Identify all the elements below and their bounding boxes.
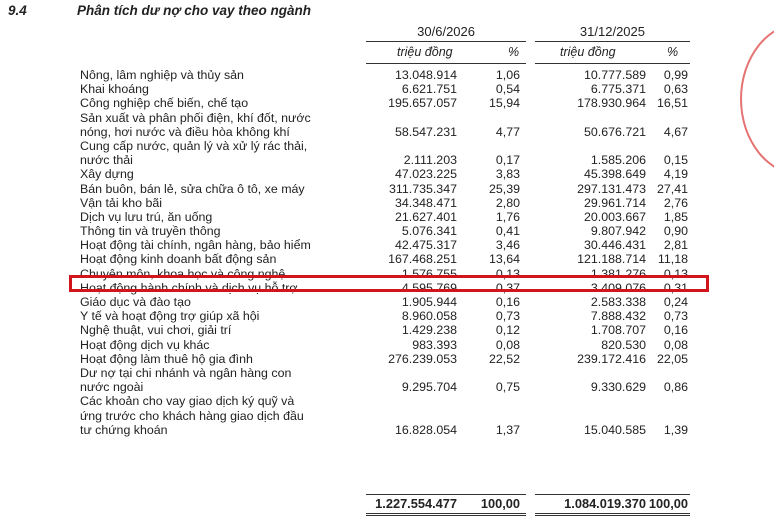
sector-label-line: Dư nợ tại chi nhánh và ngân hàng con xyxy=(80,365,292,380)
sector-table xyxy=(0,68,774,437)
sector-label xyxy=(80,366,350,394)
pct-30-6-2026: 0,73 xyxy=(495,309,520,324)
pct-30-6-2026: 0,08 xyxy=(495,337,520,352)
section-heading: Phân tích dư nợ cho vay theo ngành xyxy=(77,3,311,18)
pct-31-12-2025: 0,13 xyxy=(663,266,688,281)
sector-label-line: ứng trước cho khách hàng giao dịch đầu xyxy=(80,408,304,423)
amount-31-12-2025: 9.807.942 xyxy=(590,224,646,239)
amount-30-6-2026: 5.076.341 xyxy=(401,224,457,239)
total-rule-bottom-1b xyxy=(366,515,526,516)
amount-31-12-2025: 178.930.964 xyxy=(577,96,646,111)
amount-30-6-2026: 21.627.401 xyxy=(394,209,457,224)
table-row xyxy=(0,210,774,224)
total-rule-top-2 xyxy=(535,494,690,495)
table-row xyxy=(0,111,774,139)
amount-30-6-2026: 6.621.751 xyxy=(401,82,457,97)
pct-31-12-2025: 22,05 xyxy=(656,351,688,366)
amount-31-12-2025: 10.777.589 xyxy=(583,68,646,82)
amount-31-12-2025: 6.775.371 xyxy=(590,82,646,97)
amount-30-6-2026: 311.735.347 xyxy=(389,181,457,196)
pct-30-6-2026: 0,12 xyxy=(495,323,520,338)
unit-amount-2: triệu đồng xyxy=(560,45,616,59)
sector-label-line: nước thải xyxy=(80,153,133,168)
table-row xyxy=(0,352,774,366)
pct-31-12-2025: 0,73 xyxy=(663,309,688,324)
sector-label-line: tư chứng khoán xyxy=(80,422,168,437)
table-row xyxy=(0,68,774,82)
sector-label-line: Dịch vụ lưu trú, ăn uống xyxy=(80,209,213,224)
amount-31-12-2025: 297.131.473 xyxy=(577,181,646,196)
sector-label-line: Khai khoáng xyxy=(80,82,149,97)
amount-30-6-2026: 1.429.238 xyxy=(401,323,457,338)
sector-label-line: Nông, lâm nghiệp và thủy sản xyxy=(80,68,244,82)
table-row xyxy=(0,295,774,309)
amount-30-6-2026: 47.023.225 xyxy=(394,167,457,182)
table-row xyxy=(0,238,774,252)
amount-30-6-2026: 8.960.058 xyxy=(401,309,457,324)
sector-label xyxy=(80,394,350,437)
pct-30-6-2026: 0,37 xyxy=(495,280,520,295)
pct-31-12-2025: 1,39 xyxy=(663,422,688,437)
sector-label-line: nước ngoài xyxy=(80,380,144,395)
amount-30-6-2026: 276.239.053 xyxy=(388,351,457,366)
section-title xyxy=(8,3,311,18)
sector-label xyxy=(80,224,350,238)
amount-31-12-2025: 50.676.721 xyxy=(583,124,646,139)
amount-30-6-2026: 16.828.054 xyxy=(394,422,457,437)
sector-label xyxy=(80,323,350,337)
pct-30-6-2026: 3,46 xyxy=(495,238,520,253)
highlight-box xyxy=(69,275,709,292)
amount-31-12-2025: 1.708.707 xyxy=(590,323,646,338)
table-row xyxy=(0,394,774,437)
sector-label xyxy=(80,82,350,96)
sector-label xyxy=(80,167,350,181)
pct-31-12-2025: 11,18 xyxy=(657,252,688,267)
amount-31-12-2025: 9.330.629 xyxy=(590,380,646,395)
pct-30-6-2026: 4,77 xyxy=(495,124,520,139)
table-row xyxy=(0,323,774,337)
pct-30-6-2026: 1,76 xyxy=(495,209,520,224)
pct-31-12-2025: 0,90 xyxy=(663,224,688,239)
sector-label xyxy=(80,238,350,252)
sector-label xyxy=(80,182,350,196)
pct-30-6-2026: 22,52 xyxy=(488,351,520,366)
total-pct-2: 100,00 xyxy=(648,496,688,511)
amount-30-6-2026: 195.657.057 xyxy=(388,96,457,111)
table-row xyxy=(0,182,774,196)
pct-30-6-2026: 1,06 xyxy=(495,68,520,82)
amount-31-12-2025: 7.888.432 xyxy=(590,309,646,324)
sector-label xyxy=(80,210,350,224)
pct-30-6-2026: 1,37 xyxy=(495,422,520,437)
pct-31-12-2025: 0,24 xyxy=(663,295,688,310)
sector-label xyxy=(80,309,350,323)
pct-31-12-2025: 4,67 xyxy=(663,124,688,139)
amount-31-12-2025: 3.409.076 xyxy=(590,280,646,295)
pct-31-12-2025: 0,16 xyxy=(663,323,688,338)
pct-31-12-2025: 0,63 xyxy=(663,82,688,97)
sector-label xyxy=(80,96,350,110)
amount-30-6-2026: 13.048.914 xyxy=(394,68,457,82)
pct-30-6-2026: 0,54 xyxy=(495,82,520,97)
pct-30-6-2026: 0,16 xyxy=(495,295,520,310)
sector-label-line: Công nghiệp chế biến, chế tạo xyxy=(80,96,249,111)
pct-30-6-2026: 13,64 xyxy=(488,252,520,267)
pct-30-6-2026: 0,13 xyxy=(495,266,520,281)
amount-31-12-2025: 239.172.416 xyxy=(577,351,646,366)
sector-label-line: Hoạt động hành chính và dịch vụ hỗ trợ xyxy=(80,280,298,295)
amount-30-6-2026: 167.468.251 xyxy=(388,252,457,267)
table-row xyxy=(0,82,774,96)
sector-label-line: Hoạt động tài chính, ngân hàng, bảo hiểm xyxy=(80,238,311,253)
pct-31-12-2025: 2,81 xyxy=(663,238,688,253)
sector-label-line: Giáo dục và đào tạo xyxy=(80,295,191,310)
sector-label-line: Bán buôn, bán lẻ, sửa chữa ô tô, xe máy xyxy=(80,181,305,196)
amount-30-6-2026: 1.576.755 xyxy=(401,266,457,281)
table-row xyxy=(0,252,774,266)
table-row xyxy=(0,139,774,167)
pct-30-6-2026: 2,80 xyxy=(495,195,520,210)
total-rule-bottom-2 xyxy=(535,513,690,514)
header-rule-1 xyxy=(366,41,526,42)
total-rule-bottom-1 xyxy=(366,513,526,514)
sector-label xyxy=(80,111,350,139)
pct-31-12-2025: 4,19 xyxy=(663,167,688,182)
table-row xyxy=(0,309,774,323)
pct-30-6-2026: 0,17 xyxy=(495,153,520,168)
sector-label-line: Chuyên môn, khoa học và công nghệ xyxy=(80,266,286,281)
pct-30-6-2026: 15,94 xyxy=(488,96,520,111)
pct-31-12-2025: 2,76 xyxy=(663,195,688,210)
amount-31-12-2025: 1.585.206 xyxy=(590,153,646,168)
sector-label-line: Vận tải kho bãi xyxy=(80,195,162,210)
amount-31-12-2025: 1.381.276 xyxy=(590,266,646,281)
sector-label-line: Hoạt động kinh doanh bất động sản xyxy=(80,252,277,267)
pct-30-6-2026: 3,83 xyxy=(495,167,520,182)
total-rule-top-1 xyxy=(366,494,526,495)
unit-rule-2 xyxy=(535,63,690,64)
pct-31-12-2025: 0,15 xyxy=(663,153,688,168)
amount-31-12-2025: 2.583.338 xyxy=(590,295,646,310)
pct-31-12-2025: 27,41 xyxy=(656,181,688,196)
amount-30-6-2026: 4.595.769 xyxy=(401,280,457,295)
sector-label-line: Xây dựng xyxy=(80,167,134,182)
pct-31-12-2025: 1,85 xyxy=(663,209,688,224)
sector-label xyxy=(80,196,350,210)
amount-31-12-2025: 29.961.714 xyxy=(583,195,646,210)
amount-30-6-2026: 2.111.203 xyxy=(403,153,457,168)
pct-31-12-2025: 0,86 xyxy=(663,380,688,395)
sector-label-line: nóng, hơi nước và điều hòa không khí xyxy=(80,124,290,139)
amount-31-12-2025: 20.003.667 xyxy=(583,209,646,224)
amount-30-6-2026: 9.295.704 xyxy=(401,380,457,395)
total-pct-1: 100,00 xyxy=(480,496,520,511)
period-header-1: 30/6/2026 xyxy=(417,24,475,39)
amount-30-6-2026: 1.905.944 xyxy=(401,295,457,310)
table-row xyxy=(0,224,774,238)
unit-amount-1: triệu đồng xyxy=(397,45,453,59)
amount-30-6-2026: 58.547.231 xyxy=(394,124,457,139)
total-amount-2: 1.084.019.370 xyxy=(564,496,646,511)
sector-label-line: Cung cấp nước, quản lý và xử lý rác thải, xyxy=(80,138,308,153)
sector-label-line: Sản xuất và phân phối điện, khí đốt, nước xyxy=(80,110,311,125)
pct-30-6-2026: 25,39 xyxy=(488,181,520,196)
pct-31-12-2025: 0,99 xyxy=(663,68,688,82)
unit-rule-1 xyxy=(366,63,526,64)
unit-pct-1: % xyxy=(508,45,520,59)
amount-31-12-2025: 30.446.431 xyxy=(583,238,646,253)
sector-label-line: Nghệ thuật, vui chơi, giải trí xyxy=(80,323,232,338)
sector-label xyxy=(80,338,350,352)
amount-31-12-2025: 15.040.585 xyxy=(583,422,646,437)
table-row xyxy=(0,196,774,210)
header-rule-2 xyxy=(535,41,690,42)
sector-label-line: Hoạt động dịch vụ khác xyxy=(80,337,210,352)
amount-31-12-2025: 45.398.649 xyxy=(583,167,646,182)
period-header-2: 31/12/2025 xyxy=(579,24,645,39)
pct-31-12-2025: 16,51 xyxy=(656,96,688,111)
sector-label xyxy=(80,352,350,366)
total-rule-bottom-2b xyxy=(535,515,690,516)
sector-label xyxy=(80,68,350,82)
table-row xyxy=(0,167,774,181)
sector-label xyxy=(80,252,350,266)
amount-30-6-2026: 983.393 xyxy=(412,337,457,352)
sector-label-line: Các khoản cho vay giao dịch ký quỹ và xyxy=(80,394,295,409)
amount-31-12-2025: 121.188.714 xyxy=(577,252,646,267)
amount-30-6-2026: 42.475.317 xyxy=(394,238,457,253)
sector-label xyxy=(80,295,350,309)
sector-label-line: Y tế và hoạt động trợ giúp xã hội xyxy=(80,309,260,324)
sector-label-line: Hoạt động làm thuê hộ gia đình xyxy=(80,351,253,366)
pct-30-6-2026: 0,41 xyxy=(495,224,520,239)
unit-pct-2: % xyxy=(667,45,679,59)
table-row xyxy=(0,338,774,352)
pct-30-6-2026: 0,75 xyxy=(495,380,520,395)
sector-label xyxy=(80,139,350,167)
pct-31-12-2025: 0,08 xyxy=(663,337,688,352)
pct-31-12-2025: 0,31 xyxy=(663,280,688,295)
amount-30-6-2026: 34.348.471 xyxy=(394,195,457,210)
sector-label-line: Thông tin và truyền thông xyxy=(80,224,221,239)
table-row xyxy=(0,366,774,394)
table-row xyxy=(0,96,774,110)
amount-31-12-2025: 820.530 xyxy=(601,337,646,352)
section-number: 9.4 xyxy=(8,3,27,18)
total-amount-1: 1.227.554.477 xyxy=(375,496,457,511)
